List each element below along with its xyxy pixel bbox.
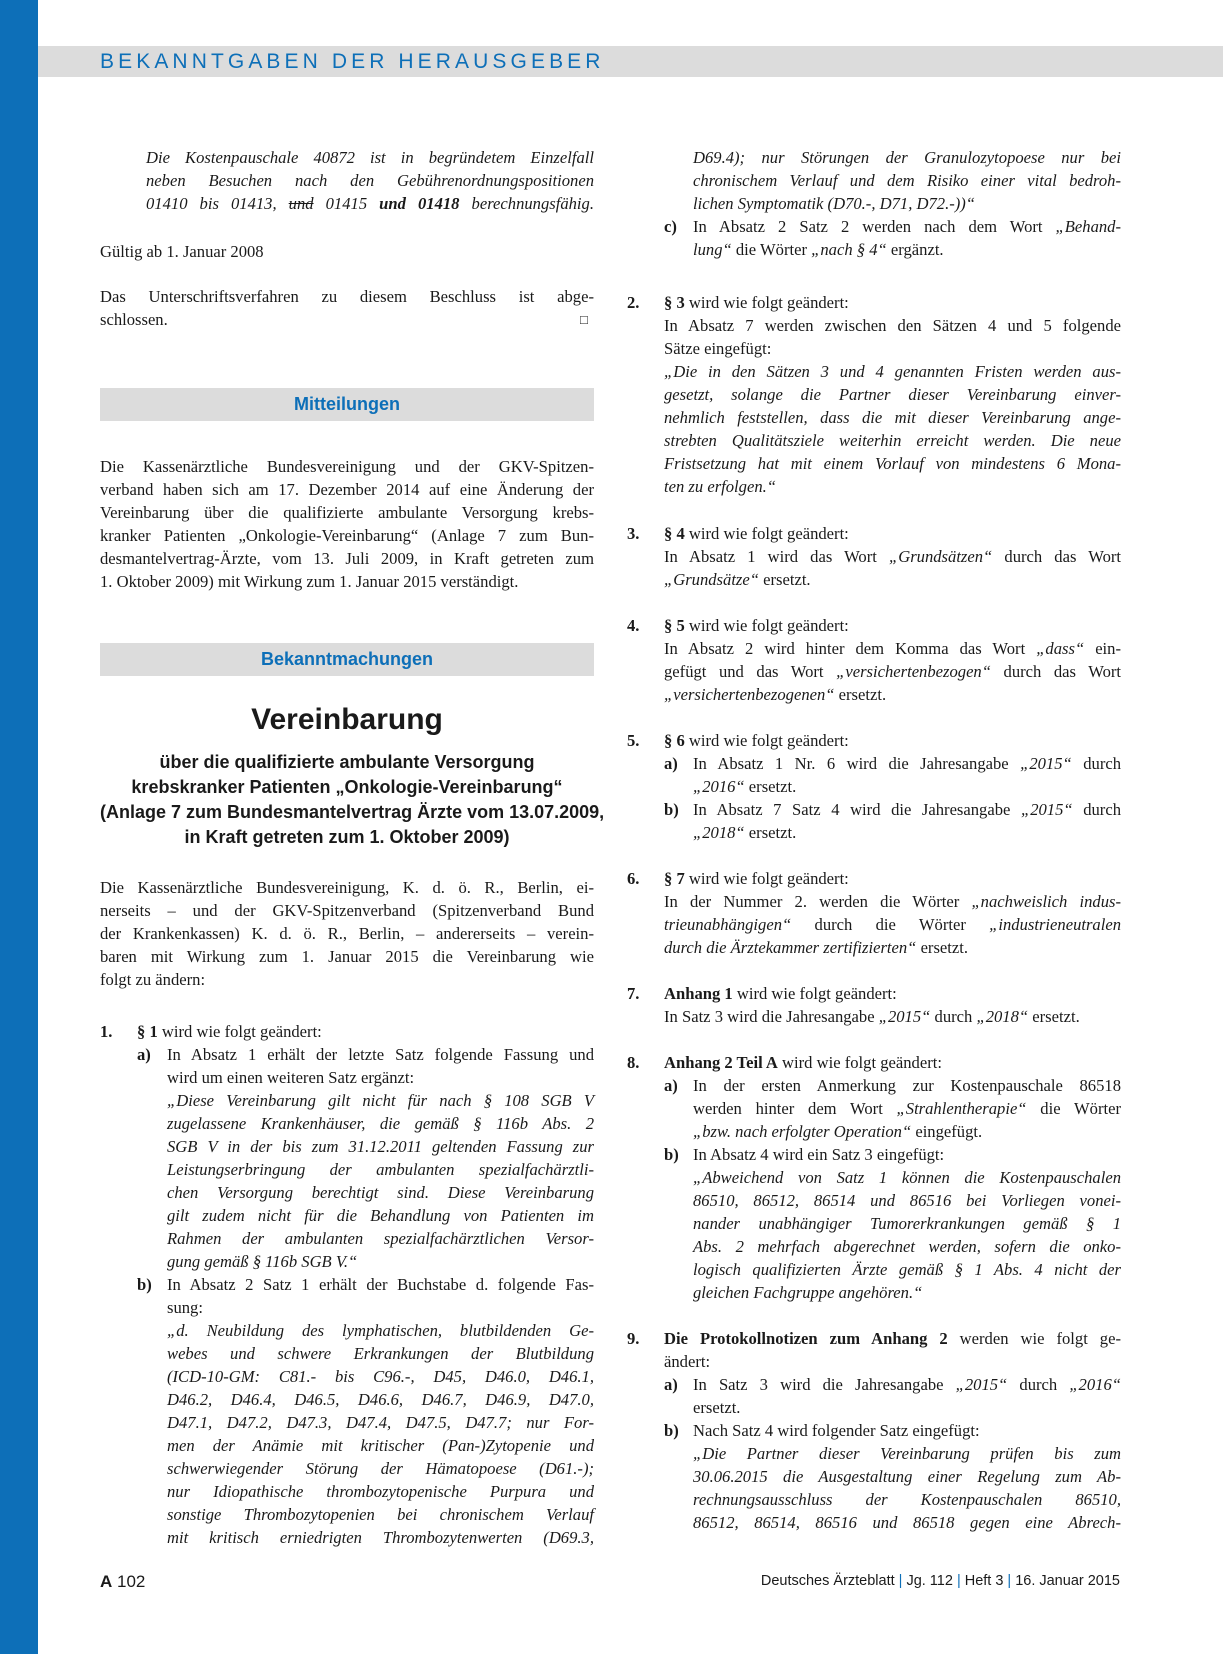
item4-text: § 5 wird wie folgt geändert: In Absatz 2 wird hinter dem Komma das Wort „dass“ ein- gefügt und das Wort „versichertenbezogen“ durch das Wort „versichertenbezogenen“ ersetzt. <box>664 616 1122 704</box>
blue-side-bar <box>0 0 38 1654</box>
item9-a-text: In Satz 3 wird die Jahresangabe „2015“ durch „2016“ ersetzt. <box>693 1375 1121 1417</box>
item5-b-text: In Absatz 7 Satz 4 wird die Jahresangabe „2015“ durch „2018“ ersetzt. <box>693 800 1121 842</box>
item-label: b) <box>664 1421 679 1440</box>
item-label: a) <box>137 1045 151 1064</box>
item8-b-text: In Absatz 4 wird ein Satz 3 eingefügt: <box>693 1145 945 1164</box>
item-label: a) <box>664 1076 678 1095</box>
unterschrift-paragraph: Das Unterschriftsverfahren zu diesem Beschluss ist abge- schlossen. <box>100 287 594 329</box>
item-label: b) <box>137 1275 152 1294</box>
item1-b-text: In Absatz 2 Satz 1 erhält der Buchstabe d. folgende Fas- sung: <box>167 1275 594 1317</box>
item8-heading: Anhang 2 Teil A wird wie folgt geändert: <box>664 1053 942 1072</box>
item7-text: Anhang 1 wird wie folgt geändert: In Satz 3 wird die Jahresangabe „2015“ durch „2018“ ersetzt. <box>664 984 1080 1026</box>
bekanntmachungen-heading: Bekanntmachungen <box>100 643 594 676</box>
item-label: a) <box>664 754 678 773</box>
item3-text: § 4 wird wie folgt geändert: In Absatz 1 wird das Wort „Grundsätzen“ durch das Wort „Grundsätze“ ersetzt. <box>664 524 1121 589</box>
intro-paragraph <box>146 146 594 215</box>
item-label: a) <box>664 1375 678 1394</box>
item-number: 2. <box>627 293 640 312</box>
vereinbarung-subtitle: über die qualifizierte ambulante Versorgung krebskranker Patienten „Onkologie-Vereinbarung“ (Anlage 7 zum Bundesmantelvertrag Ärzte vom 13.07.2009, in Kraft getreten zum 1. Oktober 2009) <box>100 752 605 847</box>
c-text: In Absatz 2 Satz 2 werden nach dem Wort „Behand- lung“ die Wörter „nach § 4“ ergänzt. <box>693 217 1121 259</box>
item2-text: § 3 wird wie folgt geändert: In Absatz 7 werden zwischen den Sätzen 4 und 5 folgende Sätze eingefügt: <box>664 293 1121 358</box>
item-number: 3. <box>627 524 640 543</box>
page-number: A 102 <box>100 1572 146 1591</box>
item1-a-text: In Absatz 1 erhält der letzte Satz folgende Fassung und wird um einen weiteren Satz ergänzt: <box>167 1045 594 1087</box>
mitteilungen-paragraph: Die Kassenärztliche Bundesvereinigung und der GKV-Spitzen- verband haben sich am 17. Dezember 2014 auf eine Änderung der Vereinbarung über die qualifizierte ambulante Versorgung krebs- kranker Patienten „Onkologie-Vereinbarung“ (Anlage 7 zum Bun- desmantelvertrag-Ärzte, vom 13. Juli 2009, in Kraft getreten zum 1. Oktober 2009) mit Wirkung zum 1. Januar 2015 verständigt. <box>100 457 594 591</box>
continued-quote: D69.4); nur Störungen der Granulozytopoese nur bei chronischem Verlauf und dem Risiko einer vital bedroh- lichen Symptomatik (D70.-, D71, D72.-))“ <box>693 148 1121 213</box>
mitteilungen-heading: Mitteilungen <box>100 388 594 421</box>
item5-heading: § 6 wird wie folgt geändert: <box>664 731 849 750</box>
item5-a-text: In Absatz 1 Nr. 6 wird die Jahresangabe „2015“ durch „2016“ ersetzt. <box>693 754 1122 796</box>
end-mark: □ <box>580 312 588 327</box>
item-number: 9. <box>627 1329 640 1348</box>
item9-heading: Die Protokollnotizen zum Anhang 2 werden wie folgt ge- ändert: <box>664 1329 1121 1371</box>
item-number: 8. <box>627 1053 640 1072</box>
item-label: b) <box>664 1145 679 1164</box>
item6-text: § 7 wird wie folgt geändert: In der Nummer 2. werden die Wörter „nachweislich indus- trieunabhängigen“ durch die Wörter „industrieneutralen durch die Ärztekammer zertifizierten“ ersetzt. <box>664 869 1121 957</box>
item-number: 1. <box>100 1022 113 1041</box>
item2-quote: „Die in den Sätzen 3 und 4 genannten Fristen werden aus- gesetzt, solange die Partner dieser Vereinbarung einver- nehmlich feststellen, dass die mit dieser Vereinbarung ange- strebten Qualitätsziele weiterhin erreicht werden. Die neue Fristsetzung hat mit einem Vorlauf von mindestens 6 Mona- ten zu erfolgen.“ <box>664 362 1121 496</box>
item-label: c) <box>664 217 677 236</box>
item9-b-quote: „Die Partner dieser Vereinbarung prüfen bis zum 30.06.2015 die Ausgestaltung einer Regelung zum Ab- rechnungsausschluss der Kostenpauschalen 86510, 86512, 86514, 86516 und 86518 gegen eine Abrech- <box>693 1444 1121 1532</box>
intro-line: neben Besuchen nach den Gebührenordnungspositionen <box>146 171 594 190</box>
preamble-paragraph: Die Kassenärztliche Bundesvereinigung, K. d. ö. R., Berlin, ei- nerseits – und der GKV-Spitzenverband (Spitzenverband Bund der Krankenkassen) K. d. ö. R., Berlin, – andererseits – verein- baren mit Wirkung zum 1. Januar 2015 die Vereinbarung wie folgt zu ändern: <box>100 878 594 989</box>
item9-b-text: Nach Satz 4 wird folgender Satz eingefügt: <box>693 1421 980 1440</box>
intro-line: 01410 bis 01413, und 01415 und 01418 berechnungsfähig. <box>146 194 594 213</box>
item-number: 6. <box>627 869 640 888</box>
item1-b-quote: „d. Neubildung des lymphatischen, blutbildenden Ge- webes und schwere Erkrankungen der Blutbildung (ICD-10-GM: C81.- bis C96.-, D45, D46.0, D46.1, D46.2, D46.4, D46.5, D46.6, D46.7, D46.9, D47.0, D47.1, D47.2, D47.3, D47.4, D47.5, D47.7; nur For- men der Anämie mit kritischer (Pan-)Zytopenie und schwerwiegender Störung der Hämatopoese (D61.-); nur Idiopathische thrombozytopenische Purpura und sonstige Thrombozytopenien bei chronischem Verlauf mit kritisch erniedrigten Thrombozytenwerten (D69.3, <box>167 1321 594 1547</box>
intro-line: Die Kostenpauschale 40872 ist in begründetem Einzelfall <box>146 148 594 167</box>
item8-b-quote: „Abweichend von Satz 1 können die Kostenpauschalen 86510, 86512, 86514 und 86516 bei Vorliegen vonei- nander unabhängiger Tumorerkrankungen gemäß § 1 Abs. 2 mehrfach abgerechnet werden, sofern die onko- logisch qualifizierten Ärzte gemäß § 1 Abs. 4 nicht der gleichen Fachgruppe angehören.“ <box>693 1168 1121 1302</box>
item1-a-quote: „Diese Vereinbarung gilt nicht für nach § 108 SGB V zugelassene Krankenhäuser, die gemäß § 116b Abs. 2 SGB V in der bis zum 31.12.2011 geltenden Fassung zur Leistungserbringung der ambulanten spezialfachärztli- chen Versorgung berechtigt sind. Diese Vereinbarung gilt zudem nicht für die Behandlung von Patienten im Rahmen der ambulanten spezialfachärztlichen Versor- gung gemäß § 116b SGB V.“ <box>167 1091 594 1271</box>
journal-info: Deutsches Ärzteblatt | Jg. 112 | Heft 3 | 16. Januar 2015 <box>760 1573 1120 1589</box>
item-number: 7. <box>627 984 640 1003</box>
item8-a-text: In der ersten Anmerkung zur Kostenpauschale 86518 werden hinter dem Wort „Strahlentherapie“ die Wörter „bzw. nach erfolgter Operation“ eingefügt. <box>693 1076 1121 1141</box>
item1-heading: § 1 wird wie folgt geändert: <box>137 1022 322 1041</box>
gueltig-text: Gültig ab 1. Januar 2008 <box>100 242 264 261</box>
vereinbarung-title: Vereinbarung <box>251 703 443 736</box>
item-label: b) <box>664 800 679 819</box>
item-number: 4. <box>627 616 640 635</box>
section-header: BEKANNTGABEN DER HERAUSGEBER <box>100 50 605 73</box>
item-number: 5. <box>627 731 640 750</box>
